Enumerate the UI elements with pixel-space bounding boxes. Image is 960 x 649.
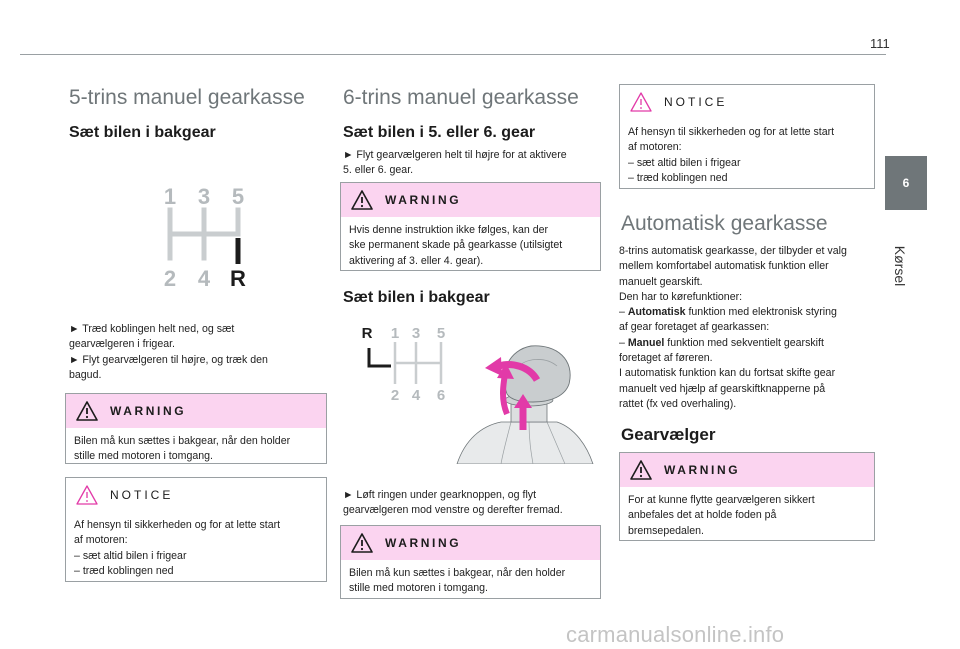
subtitle-5th-6th-gear: Sæt bilen i 5. eller 6. gear: [343, 124, 536, 141]
notice-label: NOTICE: [664, 95, 728, 109]
gear-label-5: 5: [231, 184, 245, 209]
subtitle-gear-selector: Gearvælger: [621, 425, 716, 444]
gear-pattern-5-speed-diagram: [154, 180, 254, 292]
gear-label-5: 5: [436, 325, 446, 342]
warning-box-reverse-6-speed: WARNING Bilen må kun sættes i bakgear, når den holder stille med motoren i tomgang.: [340, 525, 601, 599]
automatic-description: 8-trins automatisk gearkasse, der tilbyder et valg mellem komfortabel automatisk funktion eller manuelt gearskift. Den har to kørefunktioner: – Automatisk funktion med elektronisk styring af gear foretaget af gearkassen: – Manuel funktion med sekventielt gearskift foretaget af føreren. I automatisk funktion kan du fortsat skifte gear manuelt ved hjælp af gearskiftknapperne på rattet (fx ved overhaling).: [619, 245, 847, 410]
section-title-6-speed: 6-trins manuel gearkasse: [343, 86, 579, 109]
gear-pattern-6-speed-illustration: [361, 322, 601, 464]
gear-label-3: 3: [197, 184, 211, 209]
warning-label: WARNING: [664, 463, 741, 477]
notice-triangle-icon: [76, 485, 98, 505]
watermark: carmanualsonline.info: [566, 622, 785, 647]
gear-label-2: 2: [163, 266, 177, 291]
gear-label-2: 2: [390, 387, 400, 404]
warning-triangle-icon: [351, 533, 373, 553]
gear-label-4: 4: [411, 387, 421, 404]
warning-label: WARNING: [110, 404, 187, 418]
notice-box-start: NOTICE Af hensyn til sikkerheden og for at lette start af motoren: – sæt altid bilen i frigear – træd koblingen ned: [65, 477, 327, 582]
instructions-reverse-6-speed: ► Løft ringen under gearknoppen, og flyt gearvælgeren mod venstre og derefter fremad.: [343, 489, 563, 517]
subtitle-reverse-6-speed: Sæt bilen i bakgear: [343, 289, 490, 306]
instructions-5th-6th-gear: ► Flyt gearvælgeren helt til højre for at aktivere 5. eller 6. gear.: [343, 149, 567, 177]
gear-label-r: R: [230, 266, 246, 291]
chapter-title: Kørsel: [892, 245, 908, 287]
warning-triangle-icon: [630, 460, 652, 480]
warning-box-gear-selector: WARNING For at kunne flytte gearvælgeren sikkert anbefales det at holde foden på bremsepedalen.: [619, 452, 875, 541]
gear-label-3: 3: [411, 325, 421, 342]
notice-triangle-icon: [630, 92, 652, 112]
section-title-5-speed: 5-trins manuel gearkasse: [69, 86, 305, 109]
warning-label: WARNING: [385, 536, 462, 550]
subtitle-reverse-5-speed: Sæt bilen i bakgear: [69, 124, 216, 141]
chapter-tab[interactable]: 6: [885, 156, 927, 210]
gear-label-6: 6: [436, 387, 446, 404]
warning-label: WARNING: [385, 193, 462, 207]
page-number: 111: [870, 36, 890, 51]
gear-label-4: 4: [197, 266, 211, 291]
warning-box-gearbox-damage: WARNING Hvis denne instruktion ikke følges, kan der ske permanent skade på gearkasse (utilsigtet aktivering af 3. eller 4. gear).: [340, 182, 601, 271]
gear-label-1: 1: [390, 325, 400, 342]
header-rule: [20, 54, 886, 55]
warning-triangle-icon: [76, 401, 98, 421]
instructions-reverse-5-speed: ► Træd koblingen helt ned, og sæt gearvælgeren i frigear. ► Flyt gearvælgeren til højre, og træk den bagud.: [69, 323, 268, 381]
gear-label-1: 1: [163, 184, 177, 209]
gear-label-r: R: [361, 325, 373, 342]
notice-label: NOTICE: [110, 488, 174, 502]
section-title-automatic: Automatisk gearkasse: [621, 212, 828, 235]
notice-box-start-6-speed: NOTICE Af hensyn til sikkerheden og for at lette start af motoren: – sæt altid bilen i frigear – træd koblingen ned: [619, 84, 875, 189]
warning-box-reverse: WARNING Bilen må kun sættes i bakgear, når den holder stille med motoren i tomgang.: [65, 393, 327, 464]
warning-triangle-icon: [351, 190, 373, 210]
